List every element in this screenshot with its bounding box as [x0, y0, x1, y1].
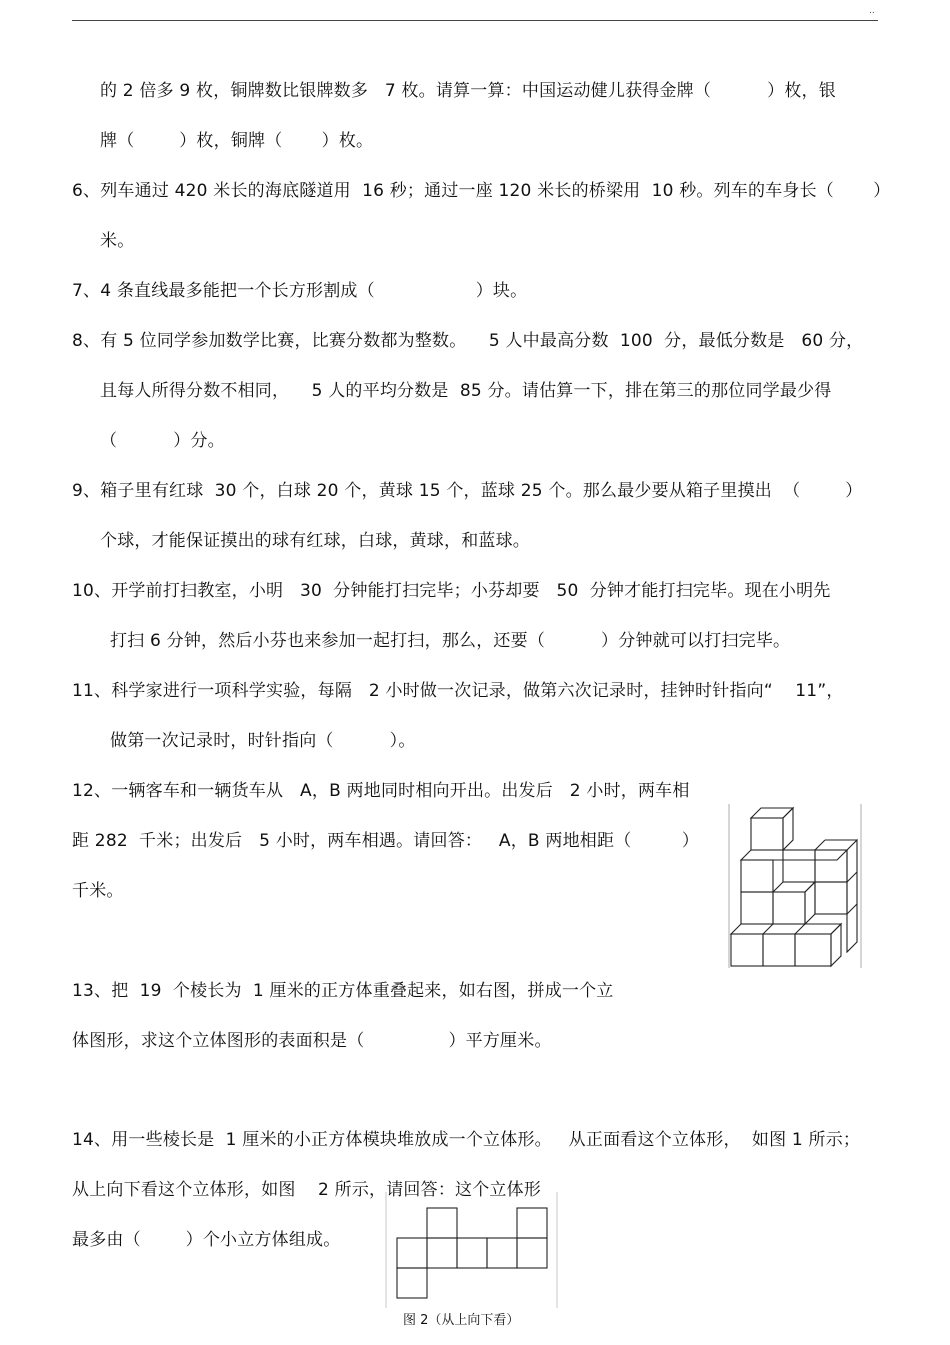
q14-line-3: 最多由（ ）个小立方体组成。	[72, 1230, 341, 1250]
q11-line-2: 做第一次记录时，时针指向（ ）。	[110, 731, 416, 751]
q13-line-2: 体图形，求这个立体图形的表面积是（ ）平方厘米。	[72, 1031, 552, 1051]
cube-stack-figure	[727, 802, 865, 970]
q14-line-2: 从上向下看这个立体形，如图 2 所示，请回答：这个立体形	[72, 1180, 542, 1200]
q8-line-2: 且每人所得分数不相同， 5 人的平均分数是 85 分。请估算一下，排在第三的那位同学最少得	[100, 381, 832, 401]
q11-line-1: 11、科学家进行一项科学实验，每隔 2 小时做一次记录，做第六次记录时，挂钟时针指向“ 11”，	[72, 681, 844, 701]
q10-line-2: 打扫 6 分钟，然后小芬也来参加一起打扫，那么，还要（ ）分钟就可以打扫完毕。	[110, 631, 791, 651]
q5-line-3: 牌（ ）枚，铜牌（ ）枚。	[100, 131, 374, 151]
q8-line-1: 8、有 5 位同学参加数学比赛，比赛分数都为整数。 5 人中最高分数 100 分，最低分数是 60 分，	[72, 331, 864, 351]
q5-line-2: 的 2 倍多 9 枚，铜牌数比银牌数多 7 枚。请算一算：中国运动健儿获得金牌（ ）枚，银	[100, 81, 836, 101]
header-rule	[72, 20, 878, 21]
q13-line-1: 13、把 19 个棱长为 1 厘米的正方体重叠起来，如右图，拼成一个立	[72, 981, 614, 1001]
header-mark: ..	[869, 6, 875, 16]
q12-line-3: 千米。	[72, 881, 124, 901]
q7-line-1: 7、4 条直线最多能把一个长方形割成（ ）块。	[72, 281, 528, 301]
q14-line-1: 14、用一些棱长是 1 厘米的小正方体模块堆放成一个立体形。 从正面看这个立体形， 如图 1 所示；	[72, 1130, 861, 1150]
q12-line-2: 距 282 千米；出发后 5 小时，两车相遇。请回答： A，B 两地相距（ ）	[72, 831, 700, 851]
figure-2-caption: 图 2（从上向下看）	[403, 1313, 520, 1328]
q6-line-1: 6、列车通过 420 米长的海底隧道用 16 秒；通过一座 120 米长的桥梁用 10 秒。列车的车身长（ ）	[72, 181, 891, 201]
q6-line-2: 米。	[100, 231, 135, 251]
q9-line-2: 个球，才能保证摸出的球有红球，白球，黄球，和蓝球。	[100, 531, 530, 551]
q8-line-3: （ ）分。	[100, 431, 225, 451]
q10-line-1: 10、开学前打扫教室，小明 30 分钟能打扫完毕；小芬却要 50 分钟才能打扫完毕。现在小明先	[72, 581, 831, 601]
q9-line-1: 9、箱子里有红球 30 个，白球 20 个，黄球 15 个，蓝球 25 个。那么最少要从箱子里摸出 （ ）	[72, 481, 863, 501]
q12-line-1: 12、一辆客车和一辆货车从 A，B 两地同时相向开出。出发后 2 小时，两车相	[72, 781, 690, 801]
top-view-grid-figure	[385, 1192, 560, 1312]
